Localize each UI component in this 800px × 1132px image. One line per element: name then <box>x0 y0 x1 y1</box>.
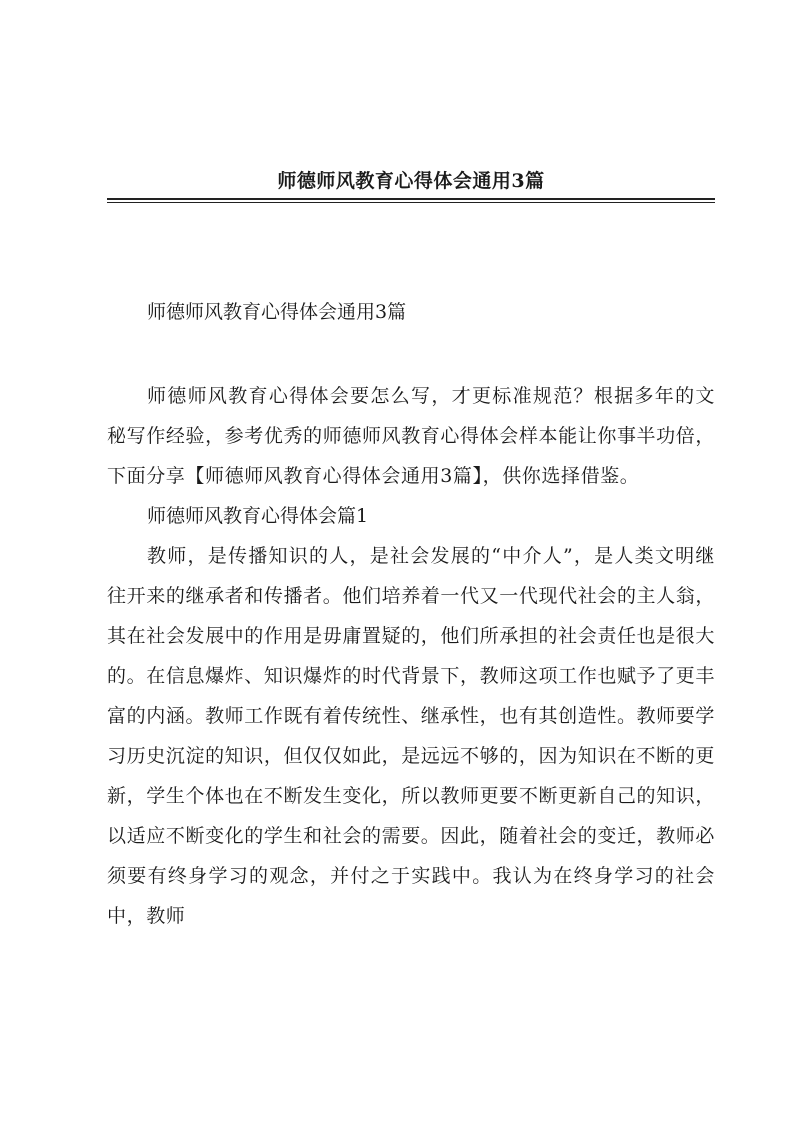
body-paragraph: 教师，是传播知识的人，是社会发展的“中介人”，是人类文明继往开来的继承者和传播者。他们培养着一代又一代现代社会的主人翁，其在社会发展中的作用是毋庸置疑的，他们所承担的社会责任也是很大的。在信息爆炸、知识爆炸的时代背景下，教师这项工作也赋予了更丰富的内涵。教师工作既有着传统性、继承性，也有其创造性。教师要学习历史沉淀的知识，但仅仅如此，是远远不够的，因为知识在不断的更新，学生个体也在不断发生变化，所以教师更要不断更新自己的知识，以适应不断变化的学生和社会的需要。因此，随着社会的变迁，教师必须要有终身学习的观念，并付之于实践中。我认为在终身学习的社会中，教师 <box>107 545 715 927</box>
header-rule-thick <box>107 198 715 200</box>
intro-paragraph: 师德师风教育心得体会要怎么写，才更标准规范？根据多年的文秘写作经验，参考优秀的师德师风教育心得体会样本能让你事半功倍，下面分享【师德师风教育心得体会通用3篇】，供你选择借鉴。 <box>107 385 715 487</box>
page-header <box>107 160 715 210</box>
document-body <box>107 292 715 936</box>
spacer <box>107 332 715 376</box>
document-title: 师德师风教育心得体会通用3篇 <box>147 301 407 323</box>
section-heading: 师德师风教育心得体会篇1 <box>147 505 369 527</box>
header-rule-thin <box>107 202 715 203</box>
header-title: 师德师风教育心得体会通用3篇 <box>277 170 545 192</box>
